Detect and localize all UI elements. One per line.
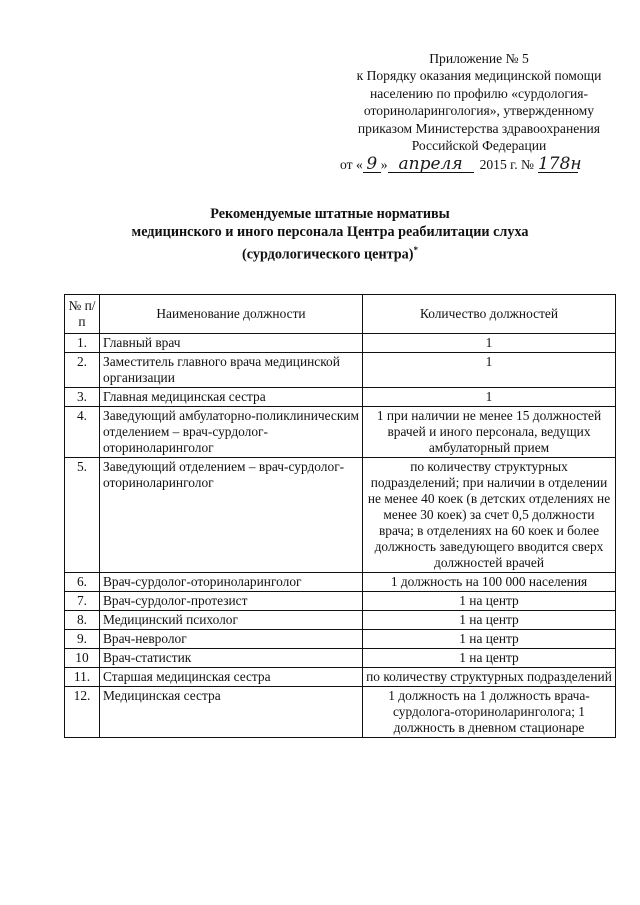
title-line-3 <box>60 241 600 264</box>
date-prefix: от « <box>340 157 363 173</box>
row-position: Врач-невролог <box>100 630 363 649</box>
header-number: № п/п <box>65 295 100 334</box>
row-number: 2. <box>65 353 100 388</box>
row-number: 11. <box>65 668 100 687</box>
row-quantity: 1 на центр <box>363 649 616 668</box>
row-position: Старшая медицинская сестра <box>100 668 363 687</box>
row-quantity: 1 <box>363 353 616 388</box>
header-position: Наименование должности <box>100 295 363 334</box>
row-position: Заместитель главного врача медицинской организации <box>100 353 363 388</box>
row-number: 7. <box>65 592 100 611</box>
row-number: 6. <box>65 573 100 592</box>
row-quantity: 1 <box>363 388 616 407</box>
row-position: Главный врач <box>100 334 363 353</box>
row-position: Медицинская сестра <box>100 687 363 738</box>
row-quantity: 1 должность на 1 должность врача-сурдолога-оториноларинголога; 1 должность в дневном стационаре <box>363 687 616 738</box>
row-quantity: по количеству структурных подразделений; при наличии в отделении не менее 40 коек (в детских отделениях не менее 30 коек) за счет 0,5 должности врача; в отделениях на 60 коек и более должность заведующего вводится сверх должностей врачей <box>363 458 616 573</box>
row-position: Врач-статистик <box>100 649 363 668</box>
title-line-1: Рекомендуемые штатные нормативы <box>210 206 450 222</box>
table-row <box>65 353 616 388</box>
appendix-line: Российской Федерации <box>411 138 547 154</box>
table-row <box>65 407 616 458</box>
appendix-header <box>330 50 628 174</box>
row-quantity: 1 <box>363 334 616 353</box>
row-quantity: 1 на центр <box>363 611 616 630</box>
row-position: Заведующий отделением – врач-сурдолог-оториноларинголог <box>100 458 363 573</box>
table-row <box>65 458 616 573</box>
table-row <box>65 649 616 668</box>
row-number: 3. <box>65 388 100 407</box>
appendix-line: приказом Министерства здравоохранения <box>357 120 601 136</box>
row-number: 12. <box>65 687 100 738</box>
row-number: 9. <box>65 630 100 649</box>
footnote-mark: * <box>413 245 418 255</box>
row-quantity: по количеству структурных подразделений <box>363 668 616 687</box>
table-row <box>65 573 616 592</box>
table-row <box>65 592 616 611</box>
table-row <box>65 611 616 630</box>
row-position: Врач-сурдолог-протезист <box>100 592 363 611</box>
row-quantity: 1 должность на 100 000 населения <box>363 573 616 592</box>
table-row <box>65 630 616 649</box>
table-row <box>65 388 616 407</box>
appendix-line: населению по профилю «сурдология- <box>369 85 589 101</box>
appendix-line: к Порядку оказания медицинской помощи <box>356 68 602 84</box>
row-position: Врач-сурдолог-оториноларинголог <box>100 573 363 592</box>
order-number: 178н <box>537 154 582 175</box>
row-position: Медицинский психолог <box>100 611 363 630</box>
row-quantity: 1 на центр <box>363 630 616 649</box>
staffing-table <box>64 294 616 738</box>
table-header-row <box>65 295 616 334</box>
order-month: апреля <box>388 156 474 173</box>
order-day: 9 <box>363 156 381 173</box>
table-row <box>65 687 616 738</box>
order-year: 2015 г. № <box>479 157 534 173</box>
appendix-line: Приложение № 5 <box>429 51 529 66</box>
document-title <box>60 205 600 264</box>
row-number: 5. <box>65 458 100 573</box>
row-quantity: 1 при наличии не менее 15 должностей врачей и иного персонала, ведущих амбулаторный прием <box>363 407 616 458</box>
date-mid: » <box>380 157 388 173</box>
title-line-3-text: (сурдологического центра) <box>242 246 414 263</box>
table-row <box>65 668 616 687</box>
row-position: Заведующий амбулаторно-поликлиническим отделением – врач-сурдолог-оториноларинголог <box>100 407 363 458</box>
header-quantity: Количество должностей <box>363 295 616 334</box>
row-number: 10 <box>65 649 100 668</box>
appendix-line: оториноларингология», утвержденному <box>363 103 595 119</box>
row-position: Главная медицинская сестра <box>100 388 363 407</box>
row-number: 4. <box>65 407 100 458</box>
row-number: 8. <box>65 611 100 630</box>
title-line-2: медицинского и иного персонала Центра реабилитации слуха <box>131 224 529 240</box>
order-date-line <box>330 156 628 173</box>
table-row <box>65 334 616 353</box>
row-quantity: 1 на центр <box>363 592 616 611</box>
row-number: 1. <box>65 334 100 353</box>
